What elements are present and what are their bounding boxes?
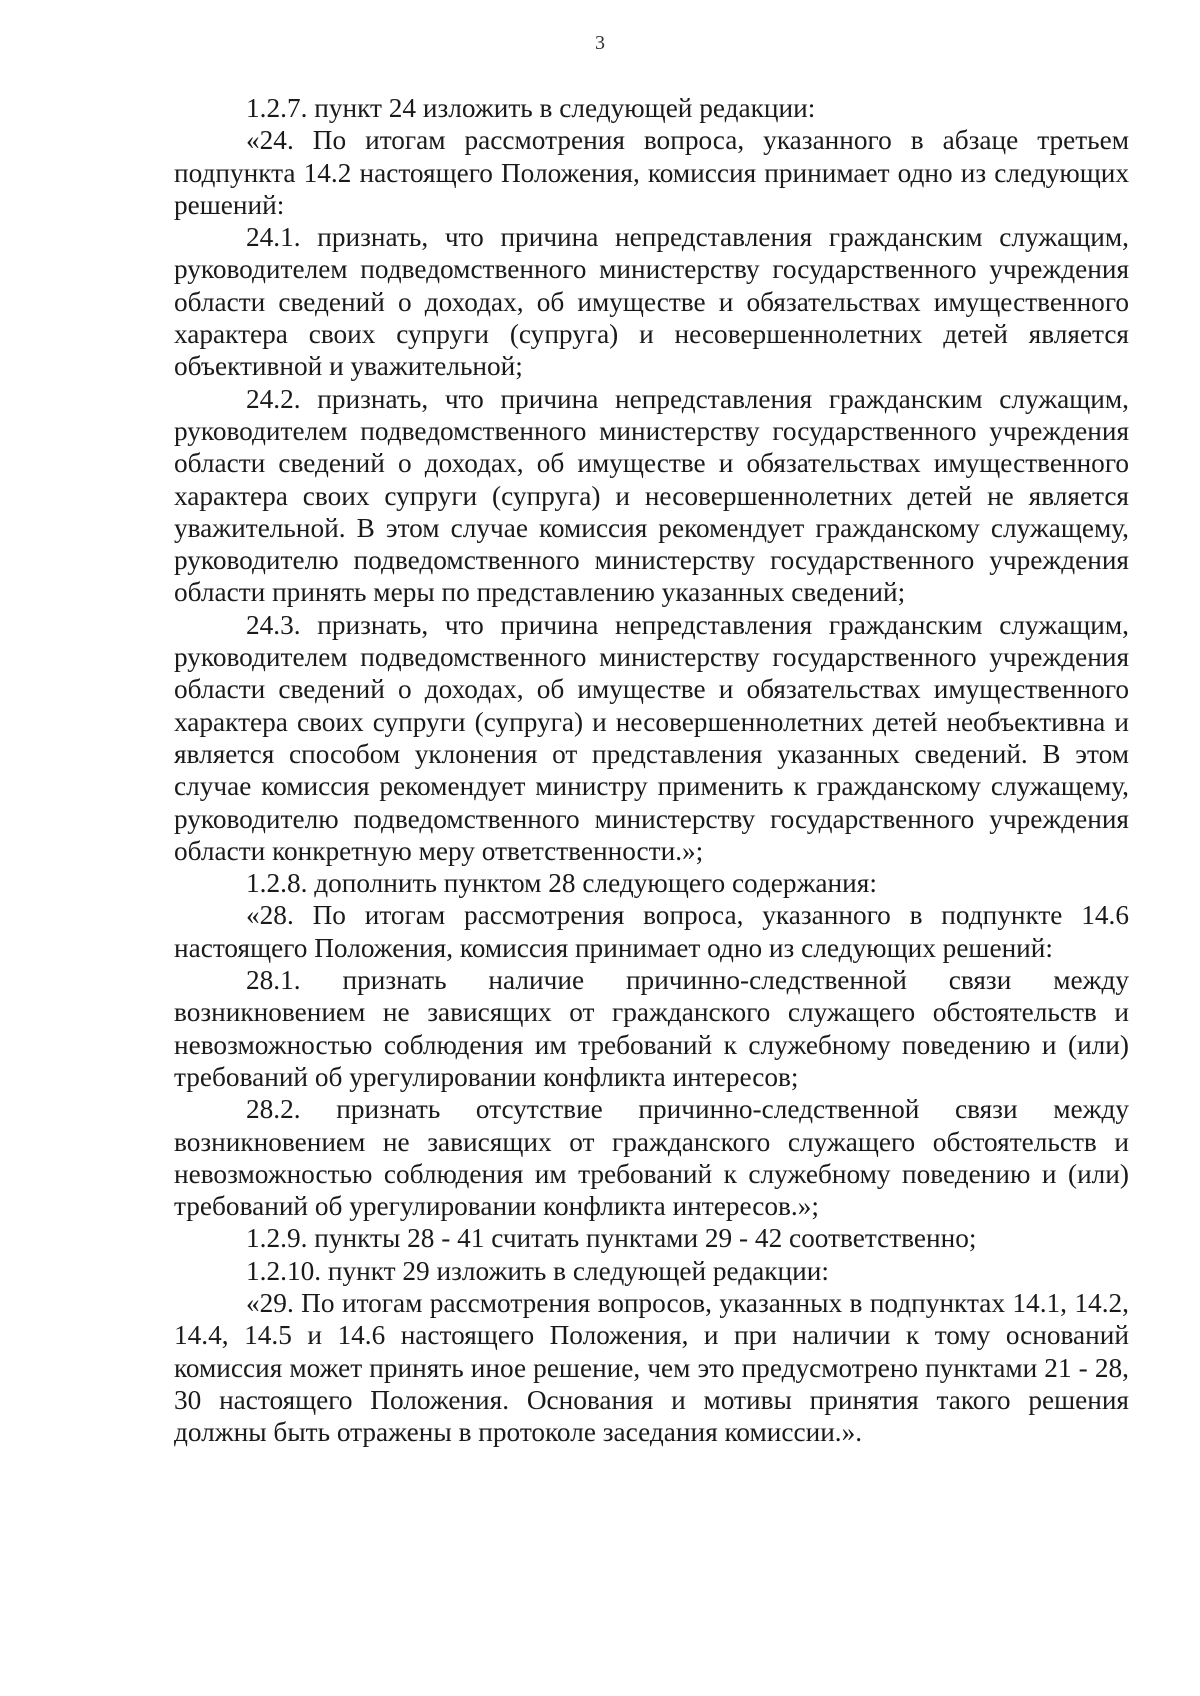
paragraph-1-2-10: 1.2.10. пункт 29 изложить в следующей редакции: — [246, 1255, 829, 1286]
paragraph-29: «29. По итогам рассмотрения вопросов, указанных в подпунктах 14.1, 14.2, 14.4, 14.5 и 14.6 настоящего Положения, и при наличии к тому оснований комиссия может принять иное решение, чем это предусмотрено пунктами 21 - 28, 30 настоящего Положения. Основания и мотивы принятия такого решения должны быть отражены в протоколе заседания комиссии.». — [174, 1287, 1129, 1448]
paragraph-28: «28. По итогам рассмотрения вопроса, указанного в подпункте 14.6 настоящего Положения, комиссия принимает одно из следующих решений: — [174, 900, 1129, 963]
paragraph-28-1: 28.1. признать наличие причинно-следственной связи между возникновением не зависящих от гражданского служащего обстоятельств и невозможностью соблюдения им требований к служебному поведению и (или) требований об урегулировании конфликта интересов; — [174, 965, 1129, 1092]
paragraph-1-2-9: 1.2.9. пункты 28 - 41 считать пунктами 29 - 42 соответственно; — [246, 1223, 977, 1254]
paragraph-24-2: 24.2. признать, что причина непредставления гражданским служащим, руководителем подведомственного министерству государственного учреждения области сведений о доходах, об имуществе и обязательствах имущественного характера своих супруги (супруга) и несовершеннолетних детей не является уважительной. В этом случае комиссия рекомендует гражданскому служащему, руководителю подведомственного министерству государственного учреждения области принять меры по представлению указанных сведений; — [174, 383, 1129, 608]
paragraph-24-3: 24.3. признать, что причина непредставления гражданским служащим, руководителем подведомственного министерству государственного учреждения области сведений о доходах, об имуществе и обязательствах имущественного характера своих супруги (супруга) и несовершеннолетних детей необъективна и является способом уклонения от представления указанных сведений. В этом случае комиссия рекомендует министру применить к гражданскому служащему, руководителю подведомственного министерству государственного учреждения области конкретную меру ответственности.»; — [174, 609, 1129, 866]
paragraph-1-2-7: 1.2.7. пункт 24 изложить в следующей редакции: — [246, 93, 816, 123]
document-body — [174, 92, 1129, 1448]
paragraph-24-1: 24.1. признать, что причина непредставления гражданским служащим, руководителем подведомственного министерству государственного учреждения области сведений о доходах, об имуществе и обязательствах имущественного характера своих супруги (супруга) и несовершеннолетних детей является объективной и уважительной; — [174, 222, 1129, 382]
paragraph-24: «24. По итогам рассмотрения вопроса, указанного в абзаце третьем подпункта 14.2 настоящего Положения, комиссия принимает одно из следующих решений: — [174, 125, 1129, 220]
page-number: 3 — [595, 32, 605, 54]
paragraph-1-2-8: 1.2.8. дополнить пунктом 28 следующего содержания: — [246, 868, 877, 899]
paragraph-28-2: 28.2. признать отсутствие причинно-следственной связи между возникновением не зависящих от гражданского служащего обстоятельств и невозможностью соблюдения им требований к служебному поведению и (или) требований об урегулировании конфликта интересов.»; — [174, 1094, 1129, 1222]
